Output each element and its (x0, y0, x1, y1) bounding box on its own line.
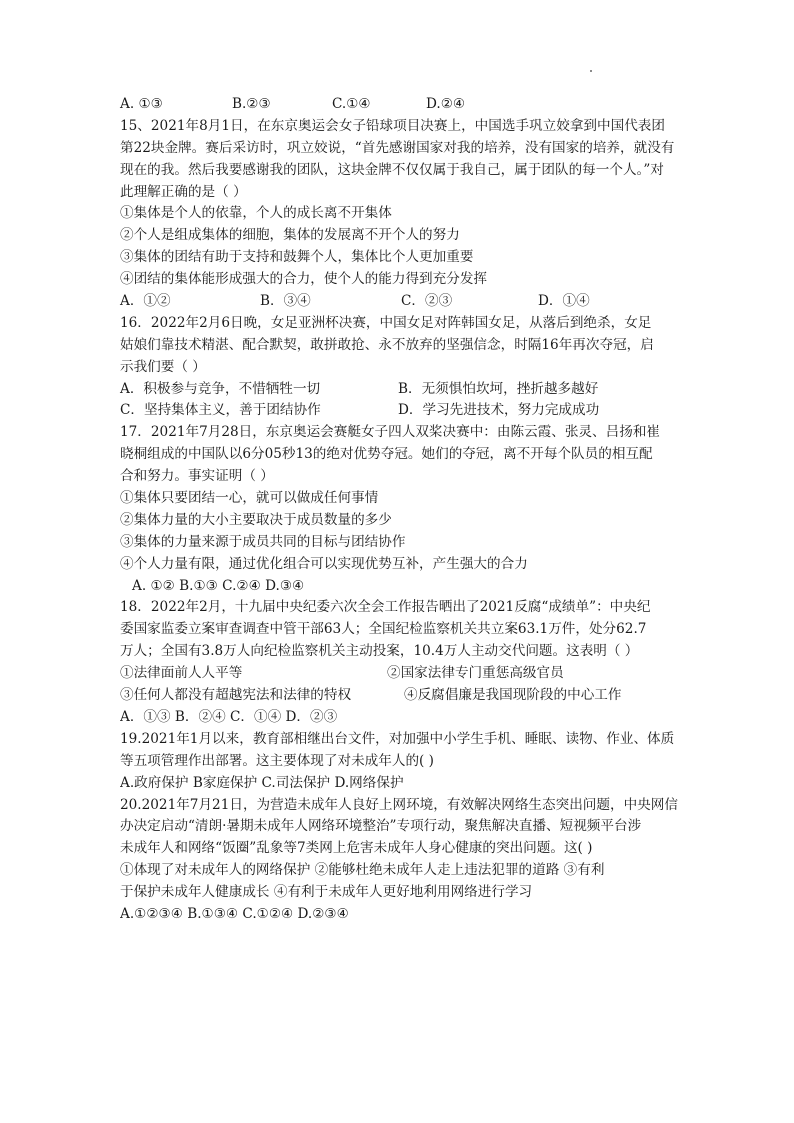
q18-statements-row (120, 685, 695, 707)
q15-stem-line: 第22块金牌。赛后采访时，巩立姣说，“首先感谢国家对我的培养，没有国家的培养，就没有 (120, 139, 675, 156)
q15-stem-line: 15、2021年8月1日，在东京奥运会女子铅球项目决赛上，中国选手巩立姣拿到中国代表团 (120, 117, 665, 134)
q18-statements-row (120, 663, 695, 685)
q15-stem-line: 此理解正确的是（ ） (120, 183, 247, 200)
q19-stem-line: 19.2021年1月以来，教育部相继出台文件，对加强中小学生手机、睡眠、读物、作业、体质 (120, 730, 675, 747)
option-d: D．学习先进技术，努力完成成功 (398, 402, 600, 419)
q20-stem-line: 20.2021年7月21日，为营造未成年人良好上网环境，有效解决网络生态突出问题，中央网信 (120, 796, 678, 813)
scan-speck (590, 70, 592, 72)
q16-options-row (120, 379, 695, 401)
q19-options: A.政府保护 B家庭保护 C.司法保护 D.网络保护 (120, 774, 404, 791)
q17-stem-line: 合和努力。事实证明（ ） (120, 468, 274, 485)
q15-statement: ③集体的团结有助于支持和鼓舞个人，集体比个人更加重要 (120, 249, 474, 266)
q20-stem-line: 未成年人和网络“饭圈”乱象等7类网上危害未成年人身心健康的突出问题。这( ) (120, 840, 593, 857)
option-b: B.②③ (232, 96, 271, 112)
q17-stem-line: 17．2021年7月28日，东京奥运会赛艇女子四人双桨决赛中：由陈云霞、张灵、吕扬和崔 (120, 424, 661, 441)
option-a: A. ①③ (120, 96, 163, 112)
option-c: C.①④ (332, 96, 371, 112)
q18-stem-line: 万人；全国有3.8万人向纪检监察机关主动投案，10.4万人主动交代问题。这表明（ ） (120, 643, 639, 660)
q18-statement: ①法律面前人人平等 (120, 665, 243, 682)
q18-statement: ②国家法律专门重惩高级官员 (387, 665, 564, 682)
q17-stem-line: 晓桐组成的中国队以6分05秒13的绝对优势夺冠。她们的夺冠，离不开每个队员的相互配 (120, 446, 653, 463)
q17-statement: ②集体力量的大小主要取决于成员数量的多少 (120, 511, 392, 528)
option-a: A．①② (120, 293, 171, 310)
q15-statement: ①集体是个人的依靠，个人的成长离不开集体 (120, 205, 392, 222)
q16-stem-line: 示我们要（ ） (120, 358, 206, 375)
option-b: B．③④ (260, 293, 311, 310)
q16-options-row (120, 400, 695, 422)
q16-stem-line: 16．2022年2月6日晚，女足亚洲杯决赛，中国女足对阵韩国女足，从落后到绝杀，女足 (120, 314, 652, 331)
q14-options (120, 94, 695, 116)
q19-stem-line: 等五项管理作出部署。这主要体现了对未成年人的( ) (120, 752, 434, 769)
q15-statement: ②个人是组成集体的细胞，集体的发展离不开个人的努力 (120, 227, 460, 244)
q20-stem-line: 办决定启动“清朗·暑期未成年人网络环境整治”专项行动，聚焦解决直播、短视频平台涉 (120, 818, 642, 835)
q17-options: A. ①② B.①③ C.②④ D.③④ (132, 577, 305, 594)
q18-stem-line: 委国家监委立案审查调查中管干部63人；全国纪检监察机关共立案63.1万件，处分62.7 (120, 621, 647, 638)
option-a: A．积极参与竞争，不惜牺牲一切 (120, 380, 321, 397)
option-d: D．①④ (538, 293, 590, 310)
option-d: D.②④ (426, 96, 466, 112)
q15-options (120, 291, 695, 313)
q17-statement: ③集体的力量来源于成员共同的目标与团结协作 (120, 533, 406, 550)
option-c: C．坚持集体主义，善于团结协作 (120, 402, 321, 419)
q18-statement: ④反腐倡廉是我国现阶段的中心工作 (404, 687, 622, 704)
q17-statement: ①集体只要团结一心，就可以做成任何事情 (120, 490, 379, 507)
q15-stem-line: 现在的我。然后我要感谢我的团队，这块金牌不仅仅属于我自己，属于团队的每一个人。”对 (120, 161, 664, 178)
q20-options: A.①②③④ B.①③④ C.①②④ D.②③④ (120, 905, 349, 922)
q18-statement: ③任何人都没有超越宪法和法律的特权 (120, 687, 352, 704)
q15-statement: ④团结的集体能形成强大的合力，使个人的能力得到充分发挥 (120, 271, 488, 288)
q18-options: A．①③ B．②④ C．①④ D．②③ (120, 708, 338, 725)
q16-stem-line: 姑娘们靠技术精湛、配合默契，敢拼敢抢、永不放弃的坚强信念，时隔16年再次夺冠，启 (120, 336, 654, 353)
q17-statement: ④个人力量有限，通过优化组合可以实现优势互补，产生强大的合力 (120, 555, 528, 572)
q20-statement-line: ①体现了对未成年人的网络保护 ②能够杜绝未成年人走上违法犯罪的道路 ③有利 (120, 862, 605, 879)
q18-stem-line: 18．2022年2月，十九届中央纪委六次全会工作报告晒出了2021反腐“成绩单”：中央纪 (120, 599, 651, 616)
option-b: B．无须惧怕坎坷，挫折越多越好 (398, 380, 599, 397)
question-block (120, 94, 695, 926)
q20-statement-line: 于保护未成年人健康成长 ④有利于未成年人更好地利用网络进行学习 (120, 884, 533, 901)
option-c: C．②③ (401, 293, 453, 310)
